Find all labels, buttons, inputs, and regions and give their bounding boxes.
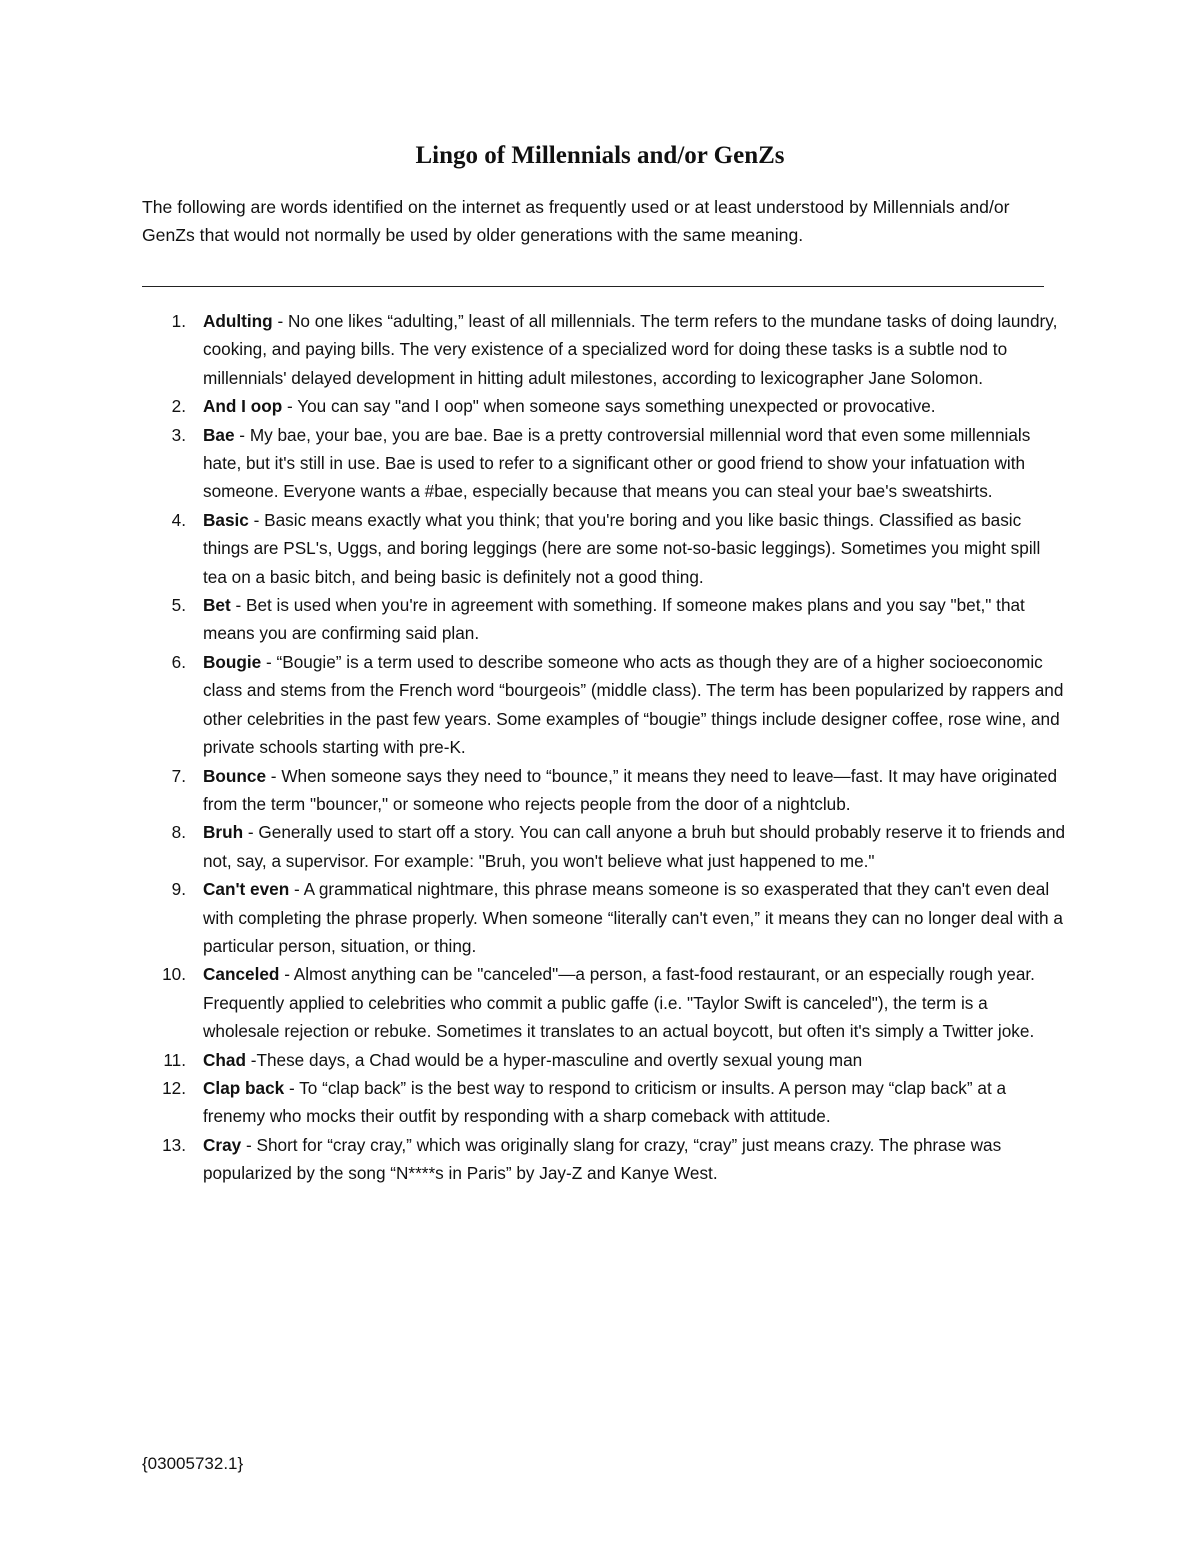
term-item	[142, 648, 1067, 762]
intro-paragraph: The following are words identified on the internet as frequently used or at least understood by Millennials and/or GenZs that would not normally be used by older generations with the same meaning.	[142, 197, 1010, 245]
terms-list	[142, 307, 1067, 1188]
term-word: Adulting	[203, 311, 273, 331]
term-definition: Bet is used when you're in agreement with something. If someone makes plans and you say "bet," that means you are confirming said plan.	[203, 595, 1025, 644]
term-item	[142, 960, 1067, 1045]
term-definition: Short for “cray cray,” which was originally slang for crazy, “cray” just means crazy. The phrase was popularized by the song “N****s in Paris” by Jay-Z and Kanye West.	[203, 1134, 1002, 1184]
term-number: 2.	[171, 396, 186, 417]
term-definition: Almost anything can be "canceled"—a person, a fast-food restaurant, or an especially rough year. Frequently applied to celebrities who commit a public gaffe (i.e. "Taylor Swift is canceled"), the term is a wholesale rejection or rebuke. Sometimes it translates to an actual boycott, but often it's simply a Twitter joke.	[203, 964, 1035, 1042]
term-definition: Basic means exactly what you think; that you're boring and you like basic things. Classified as basic things are PSL's, Uggs, and boring leggings (here are some not-so-basic leggings). Sometimes you might spill tea on a basic bitch, and being basic is definitely not a good thing.	[203, 509, 1041, 587]
term-separator: -	[241, 1134, 257, 1155]
term-number: 10.	[162, 964, 186, 985]
term-word: Bruh	[203, 822, 244, 843]
term-item	[142, 1074, 1067, 1131]
term-item	[142, 421, 1067, 506]
term-definition: When someone says they need to “bounce,” it means they need to leave—fast. It may have originated from the term "bouncer," or someone who rejects people from the door of a nightclub.	[203, 765, 1058, 814]
term-separator: -	[266, 765, 282, 786]
term-item	[142, 392, 1067, 420]
document-footer-code: {03005732.1}	[142, 1454, 244, 1473]
term-number: 9.	[171, 879, 186, 900]
term-item	[142, 506, 1067, 591]
term-word: Clap back	[203, 1077, 285, 1098]
term-number: 4.	[171, 509, 186, 530]
term-word: Bae	[203, 424, 235, 445]
term-number: 12.	[162, 1077, 186, 1098]
term-number: 5.	[171, 595, 186, 616]
term-separator: -	[261, 651, 277, 672]
term-definition: My bae, your bae, you are bae. Bae is a pretty controversial millennial word that even some millennials hate, but it's still in use. Bae is used to refer to a significant other or good friend to show your infatuation with someone. Everyone wants a #bae, especially because that means you can steal your bae's sweatshirts.	[203, 424, 1031, 502]
term-definition: You can say "and I oop" when someone says something unexpected or provocative.	[297, 396, 936, 417]
term-separator: -	[279, 964, 294, 985]
term-separator: -	[289, 879, 304, 900]
term-number: 13.	[162, 1134, 186, 1155]
term-separator: -	[282, 396, 298, 417]
term-separator: -	[248, 509, 265, 530]
term-number: 7.	[171, 765, 186, 786]
term-definition: Generally used to start off a story. You can call anyone a bruh but should probably reserve it to friends and not, say, a supervisor. For example: "Bruh, you won't believe what just happened to me."	[203, 822, 1066, 871]
term-word: Canceled	[203, 964, 280, 985]
term-definition: A grammatical nightmare, this phrase means someone is so exasperated that they can't even deal with completing the phrase properly. When someone “literally can't even,” it means they can no longer deal with a particular person, situation, or thing.	[203, 879, 1063, 956]
term-item	[142, 1131, 1067, 1188]
term-separator: -	[230, 595, 246, 616]
page-title: Lingo of Millennials and/or GenZs	[415, 142, 785, 169]
term-separator: -	[272, 311, 288, 331]
term-word: Bougie	[203, 651, 262, 672]
term-word: Can't even	[203, 879, 290, 900]
term-item	[142, 818, 1067, 875]
term-definition: No one likes “adulting,” least of all millennials. The term refers to the mundane tasks of doing laundry, cooking, and paying bills. The very existence of a specialized word for doing these tasks is a subtle nod to millennials' delayed development in hitting adult milestones, according to lexicographer Jane Solomon.	[203, 311, 1058, 388]
term-definition: “Bougie” is a term used to describe someone who acts as though they are of a higher socioeconomic class and stems from the French word “bourgeois” (middle class). The term has been popularized by rappers and other celebrities in the past few years. Some examples of “bougie” things include designer coffee, rose wine, and private schools starting with pre-K.	[203, 651, 1064, 758]
term-separator: -	[245, 1049, 257, 1070]
term-item	[142, 591, 1067, 648]
term-number: 8.	[171, 822, 186, 843]
term-separator: -	[284, 1077, 300, 1098]
term-separator: -	[243, 822, 259, 843]
term-definition: These days, a Chad would be a hyper-masculine and overtly sexual young man	[256, 1049, 863, 1070]
term-item	[142, 875, 1067, 960]
term-word: Chad	[203, 1049, 246, 1070]
term-separator: -	[234, 424, 250, 445]
term-number: 11.	[163, 1049, 186, 1070]
term-item	[142, 1046, 1067, 1074]
term-word: Bounce	[203, 765, 267, 786]
horizontal-divider	[142, 286, 1044, 287]
term-number: 1.	[171, 311, 186, 331]
term-item	[142, 307, 1067, 392]
term-number: 3.	[171, 424, 186, 445]
term-definition: To “clap back” is the best way to respond to criticism or insults. A person may “clap back” at a frenemy who mocks their outfit by responding with a sharp comeback with attitude.	[203, 1077, 1007, 1127]
term-word: Cray	[203, 1134, 242, 1155]
term-word: Basic	[203, 509, 249, 530]
term-item	[142, 762, 1067, 819]
term-word: And I oop	[203, 396, 283, 417]
term-word: Bet	[203, 595, 231, 616]
term-number: 6.	[171, 651, 186, 672]
